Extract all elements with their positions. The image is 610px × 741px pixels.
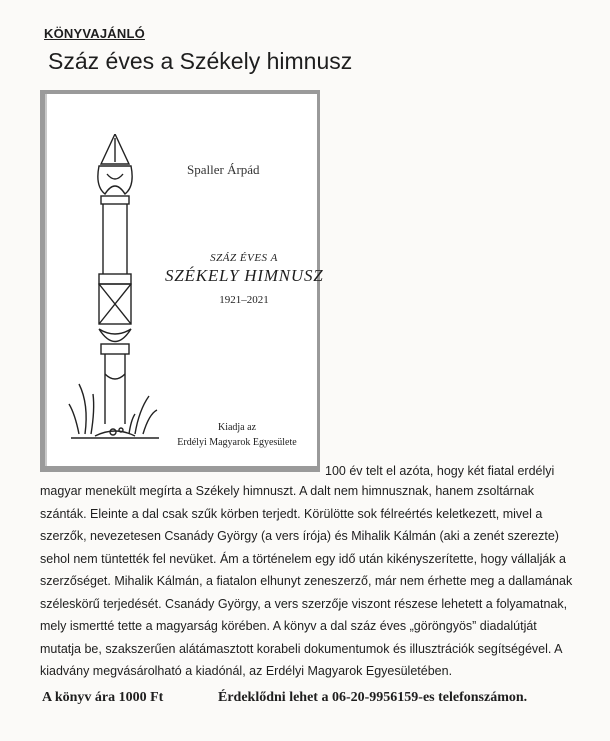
cover-publisher-line1: Kiadja az [217, 422, 257, 433]
article-line: kiadvány megvásárolható a kiadónál, az Erdélyi Magyarok Egyesületében. [40, 664, 453, 678]
book-cover [40, 90, 324, 472]
book-cover-page [45, 94, 324, 466]
carved-wooden-pole-icon [65, 134, 165, 454]
article-intro: 100 év telt el azóta, hogy két fiatal erdélyi [325, 464, 555, 478]
price-text: A könyv ára 1000 Ft [42, 690, 164, 705]
article-line: szánták. Eleinte a dal csak szűk körben terjedt. Körülötte sok félreértés keletkezett, mivel a [40, 506, 543, 521]
cover-author: Spaller Árpád [187, 162, 260, 177]
article-line: sehol nem tüntették fel nevüket. Ám a történelem egy idő után kikényszerítette, hogy vállalják a [40, 551, 566, 566]
section-label: KÖNYVAJÁNLÓ [44, 26, 145, 41]
cover-years: 1921–2021 [219, 294, 269, 306]
cover-title-line2: SZÉKELY HIMNUSZ [165, 266, 324, 285]
cover-publisher-line2: Erdélyi Magyarok Egyesülete [177, 437, 297, 448]
contact-text: Érdeklődni lehet a 06-20-9956159-es telefonszámon. [218, 690, 528, 705]
article-line: magyar menekült megírta a Székely himnuszt. A dalt nem himnusznak, hanem zsoltárnak [40, 484, 534, 498]
article-line: széleskörű terjedését. Csanády György, a vers szerzője viszont részese lehetett a folyamatnak, [40, 596, 568, 611]
page-title: Száz éves a Székely himnusz [48, 48, 353, 74]
article-line: mutatja be, szakszerűen alátámasztott korabeli dokumentumok és illusztrációk segítségével. A [40, 641, 563, 656]
article-body [40, 480, 576, 683]
article-line: szerzőséget. Mihalik Kálmán, a fiatalon elhunyt zeneszerző, már nem érhette meg a dallamának [40, 574, 573, 588]
cover-title-line1: SZÁZ ÉVES A [210, 252, 278, 264]
article-line: mely ismertté tette a magyarság körében. A könyv a dal száz éves „göröngyös” diadalútját [40, 619, 537, 633]
article-line: szerzők, nevezetesen Csanády György (a vers írója) és Mihalik Kálmán (aki a zenét szerezte) [40, 529, 559, 543]
